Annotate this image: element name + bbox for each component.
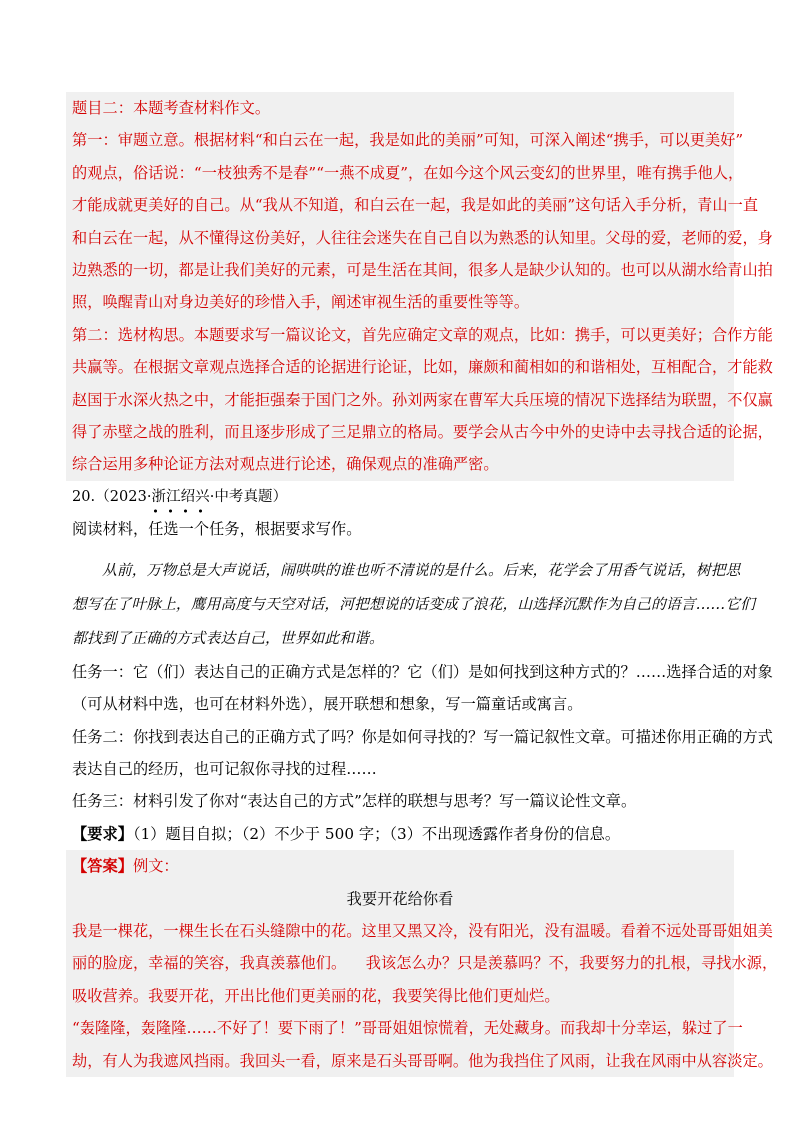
question-number: 20.（2023·浙江绍兴·中考真题） <box>72 488 288 505</box>
answer-label-line <box>72 850 728 882</box>
analysis-title: 题目二：本题考查材料作文。 <box>72 99 271 117</box>
material-line: 从前，万物总是大声说话，闹哄哄的谁也听不清说的是什么。后来，花学会了用香气说话，树把思 <box>102 561 741 579</box>
essay-para1-line: 我是一棵花，一棵生长在石头缝隙中的花。这里又黑又冷，没有阳光，没有温暖。看着不远处哥哥姐姐美 <box>72 921 773 940</box>
analysis-para2-line: 共赢等。在根据文章观点选择合适的论据进行论证，比如，廉颇和蔺相如的和谐相处，互相配合，才能救 <box>72 358 773 377</box>
analysis-para1-line: 边熟悉的一切，都是让我们美好的元素，可是生活在其间，很多人是缺少认知的。也可以从湖水给青山拍 <box>72 261 773 280</box>
answer-label: 【答案】 <box>72 857 133 876</box>
essay-para1-line: 吸收营养。我要开花，开出比他们更美丽的花，我要笑得比他们更灿烂。 <box>72 986 560 1005</box>
analysis-para1-line: 才能成就更美好的自己。从“我从不知道，和白云在一起，我是如此的美丽”这句话入手分析，青山一直 <box>72 196 759 215</box>
analysis-para2-line: 第二：选材构思。本题要求写一篇议论文，首先应确定文章的观点，比如：携手，可以更美好；合作方能 <box>72 325 773 344</box>
essay-para2-line: 劫，有人为我遮风挡雨。我回头一看，原来是石头哥哥啊。他为我挡住了风雨，让我在风雨中从容淡定。 <box>72 1051 773 1070</box>
instruction-dotted: 任选一个 <box>148 513 209 545</box>
answer-label-suffix: 例文： <box>132 857 179 876</box>
essay-para2-line: “轰隆隆，轰隆隆……不好了！要下雨了！”哥哥姐姐惊慌着，无处藏身。而我却十分幸运，躲过了一 <box>72 1019 743 1038</box>
answer-block <box>66 850 778 1077</box>
instruction-pre: 阅读材料， <box>72 520 149 539</box>
document-page <box>72 92 778 1077</box>
analysis-para2-line: 得了赤壁之战的胜利，而且逐步形成了三足鼎立的格局。要学会从古今中外的史诗中去寻找合适的论据， <box>72 423 773 442</box>
task2-line: 任务二：你找到表达自己的正确方式了吗？你是如何寻找的？写一篇记叙性文章。可描述你用正确的方式 <box>72 727 773 746</box>
question-block <box>72 481 773 850</box>
analysis-para1-line: 的观点，俗话说：“一枝独秀不是春”“一燕不成夏”，在如今这个风云变幻的世界里，唯有携手他人， <box>72 163 744 182</box>
task1-line: （可从材料中选，也可在材料外选），展开联想和想象，写一篇童话或寓言。 <box>72 695 583 714</box>
instruction-post: 任务，根据要求写作。 <box>209 520 362 539</box>
analysis-para2-line: 赵国于水深火热之中，才能拒强秦于国门之外。孙刘两家在曹军大兵压境的情况下选择结为联盟，不仅赢 <box>72 390 773 409</box>
requirements <box>72 818 728 850</box>
task3-line: 任务三：材料引发了你对“表达自己的方式”怎样的联想与思考？写一篇议论性文章。 <box>72 792 637 811</box>
analysis-para2-line: 综合运用多种论证方法对观点进行论述，确保观点的准确严密。 <box>72 455 499 474</box>
analysis-para1-line: 照，唤醒青山对身边美好的珍惜入手，阐述审视生活的重要性等等。 <box>72 293 530 312</box>
analysis-block <box>66 92 773 481</box>
question-instruction <box>72 513 728 545</box>
analysis-para1-line: 和白云在一起，从不懂得这份美好，人往往会迷失在自己自以为熟悉的认知里。父母的爱，老师的爱，身 <box>72 228 773 247</box>
analysis-para1-line: 第一：审题立意。根据材料“和白云在一起，我是如此的美丽”可知，可深入阐述“携手，可以更美好” <box>72 131 744 150</box>
essay-title: 我要开花给你看 <box>346 889 454 908</box>
requirements-text: （1）题目自拟；（2）不少于 500 字；（3）不出现透露作者身份的信息。 <box>132 824 621 843</box>
material-line: 想写在了叶脉上，鹰用高度与天空对话，河把想说的话变成了浪花，山选择沉默作为自己的语言……它们 <box>72 595 755 613</box>
task2-line: 表达自己的经历，也可记叙你寻找的过程…… <box>72 759 377 778</box>
material-line: 都找到了正确的方式表达自己，世界如此和谐。 <box>72 629 384 647</box>
task1-line: 任务一：它（们）表达自己的正确方式是怎样的？它（们）是如何找到这种方式的？……选择合适的对象 <box>72 662 773 681</box>
requirements-label: 【要求】 <box>72 824 133 843</box>
essay-para1-line: 丽的脸庞，幸福的笑容，我真羡慕他们。 我该怎么办？只是羡慕吗？不，我要努力的扎根，寻找水源， <box>72 954 778 973</box>
